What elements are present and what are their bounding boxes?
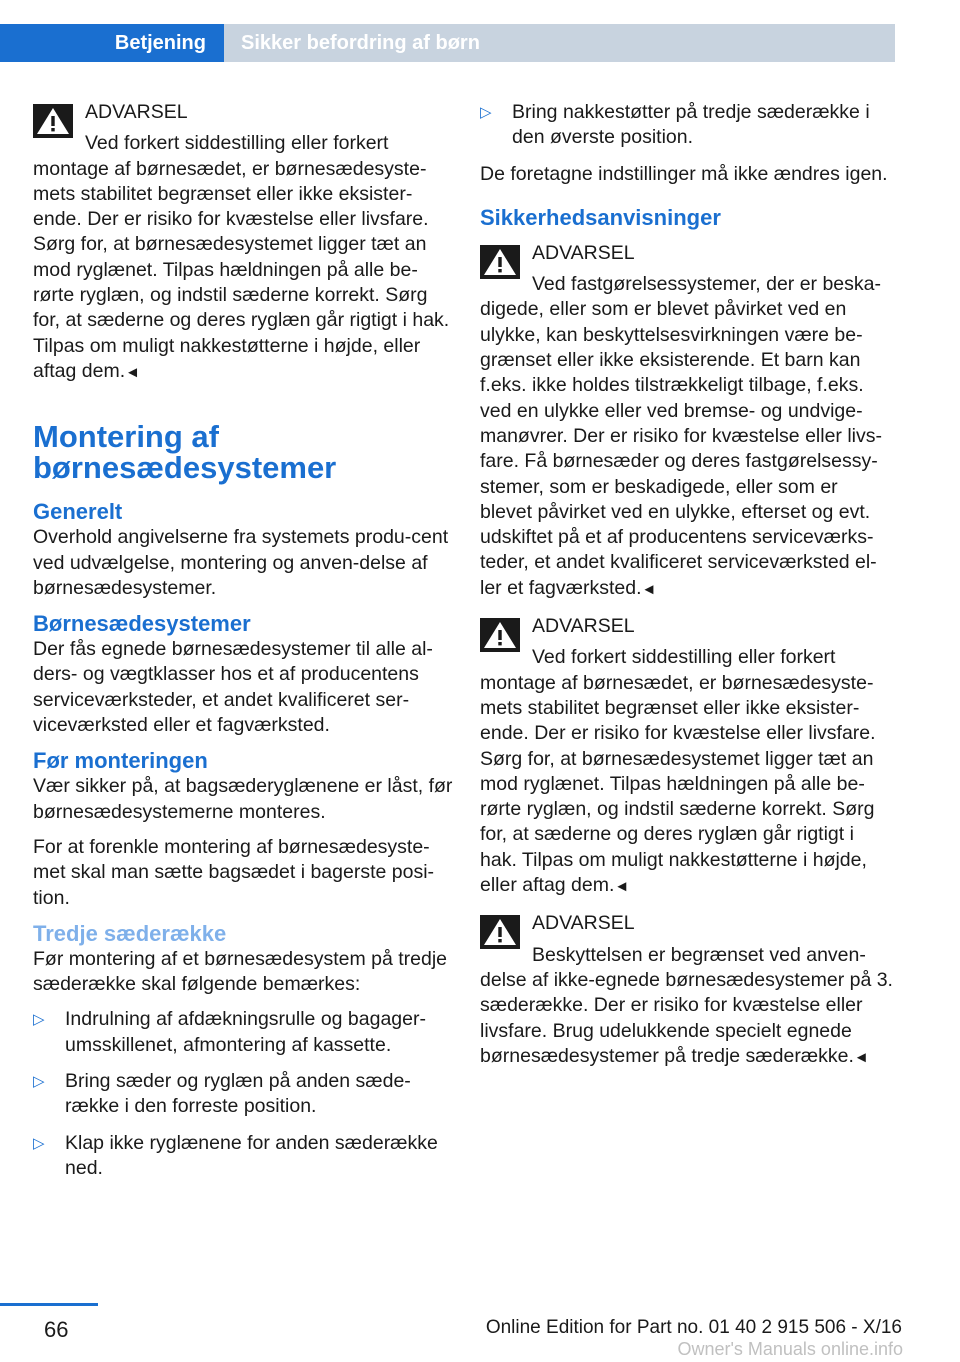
subheading-sikkerhed: Sikkerhedsanvisninger [480,204,721,230]
bullet-triangle-icon: ▷ [33,1011,45,1029]
warning-triangle-icon [480,245,520,279]
warning-title: ADVARSEL [532,241,635,264]
warning-triangle-icon [480,618,520,652]
paragraph: For at forenkle montering af børnesædesyste-met skal man sætte bagsædet i bagerste posi-tion. [33,835,435,909]
list-item [33,1069,453,1120]
warning-triangle-icon [480,915,520,949]
paragraph: Der fås egnede børnesædesystemer til alle al-ders- og vægtklasser hos et af producentens serviceværksteder, et andet kvalificeret ser-viceværksted eller et fagværksted. [33,638,433,737]
warning-block [480,241,895,602]
warning-text: Ved fastgørelsessystemer, der er beska-digede, eller som er blevet påvirket ved en ulykke, kan beskyttelsesvirkningen være be-grænset eller ikke eksisterende. Et barn kan f.eks. ikke holdes tilstrækkeligt tilbage, f.eks. ved en ulykke eller ved bremse- og undvige-manøvrer. Der er risiko for kvæstelse eller livs-fare. Få børnesæder og deres fastgørelsessy-stemer, som er beskadigede, eller som er blevet påvirket ved en ulykke, efterset og evt. udskiftet på et af producentens serviceværks-teder, et andet kvalificeret serviceværksted el-ler et fagværksted. [480,273,882,599]
subheading-tredje: Tredje sæderække [33,920,227,946]
subheading-generelt: Generelt [33,499,123,525]
warning-block [480,614,895,899]
list-item [33,1007,453,1058]
end-mark: ◄ [641,580,657,598]
warning-title: ADVARSEL [532,615,635,638]
warning-text: Beskyttelsen er begrænset ved anven-delse af ikke-egnede børnesædesystemer på 3. sæderække. Der er risiko for kvæstelse eller livsfare. Brug udelukkende specielt egnede børnesædesystemer på tredje sæderække. [480,943,893,1067]
section-heading: Montering af børnesædesystemer [33,419,337,486]
subsection-tab: Sikker befordring af børn [224,24,895,62]
warning-block [33,100,453,385]
warning-triangle-icon [33,104,73,138]
paragraph: Før montering af et børnesædesystem på tredje sæderække skal følgende bemærkes: [33,947,448,996]
bullet-triangle-icon: ▷ [33,1073,45,1091]
bullet-list [480,100,895,151]
list-item-text: Bring sæder og ryglæn på anden sæde-række i den forreste position. [65,1070,411,1118]
subheading-systemer: Børnesædesystemer [33,611,251,637]
watermark: Owner's Manuals online.info [677,1339,903,1359]
subheading-foer: Før monteringen [33,748,208,774]
left-column [33,100,453,1192]
footer-rule [0,1303,98,1306]
warning-text: Ved forkert siddestilling eller forkert montage af børnesædet, er børnesædesyste-mets stabilitet begrænset eller ikke eksister-ende. Der er risiko for kvæstelse eller livsfare. Sørg for, at børnesædesystemet ligger tæt an mod ryglænet. Tilpas hældningen på alle be-rørte ryglæn, og indstil sæderne korrekt. Sørg for, at sæderne og deres ryglæn går rigtigt i hak. Tilpas om muligt nakkestøtterne i højde, eller aftag dem. [480,646,876,897]
list-item-text: Bring nakkestøtter på tredje sæderække i den øverste position. [512,101,870,149]
right-column [480,100,895,1082]
end-mark: ◄ [853,1048,869,1066]
end-mark: ◄ [125,363,140,381]
paragraph: Vær sikker på, at bagsæderyglænene er låst, før børnesædesystemerne monteres. [33,775,453,823]
warning-text: Ved forkert siddestilling eller forkert montage af børnesædet, er børnesædesyste-mets stabilitet begrænset eller ikke eksister-ende. Der er risiko for kvæstelse eller livsfare. Sørg for, at børnesædesystemet ligger tæt an mod ryglænet. Tilpas hældningen på alle be-rørte ryglæn, og indstil sæderne korrekt. Sørg for, at sæderne og deres ryglæn går rigtigt i hak. Tilpas om muligt nakkestøtterne i højde, eller aftag dem. [33,132,450,382]
warning-title: ADVARSEL [85,101,188,123]
page-number: 66 [44,1317,69,1342]
list-item [33,1131,453,1182]
end-mark: ◄ [614,878,630,896]
bullet-triangle-icon: ▷ [33,1134,45,1152]
list-item-text: Indrulning af afdækningsrulle og bagager-umsskillenet, afmontering af kassette. [65,1008,426,1056]
edition-text: Online Edition for Part no. 01 40 2 915 506 - X/16 [485,1317,902,1338]
header-bar [0,0,895,62]
list-item [480,100,895,151]
bullet-triangle-icon: ▷ [480,104,492,121]
warning-title: ADVARSEL [532,912,635,935]
warning-block [480,911,895,1070]
list-item-text: Klap ikke ryglænene for anden sæderække ned. [65,1131,438,1179]
paragraph: De foretagne indstillinger må ikke ændres igen. [480,162,888,185]
bullet-list [33,1007,453,1181]
section-tab: Betjening [0,24,224,62]
paragraph: Overhold angivelserne fra systemets produ-cent ved udvælgelse, montering og anven-delse af børnesædesystemer. [33,526,449,599]
